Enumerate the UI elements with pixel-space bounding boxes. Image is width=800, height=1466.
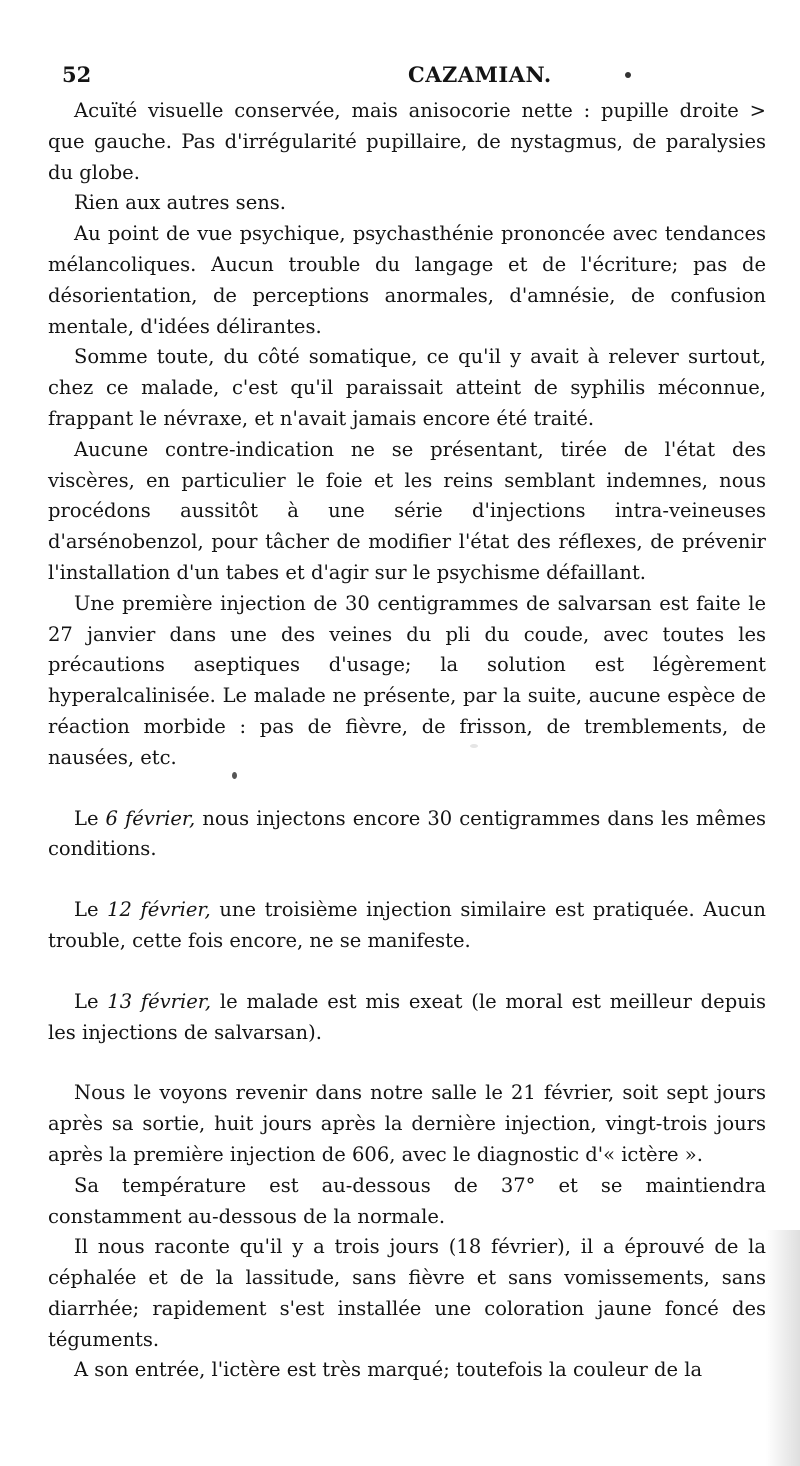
- paragraph-feb-12-text: une troisième injection similaire est pratiquée. Aucun trouble, cette fois encore, ne se manifeste.: [48, 898, 766, 952]
- paragraph-readmission: Nous le voyons revenir dans notre salle le 21 février, soit sept jours après sa sortie, huit jours après la dernière injection, vingt-trois jours après la première injection de 606, avec le diagnostic d'« ictère ».: [48, 1081, 766, 1166]
- paragraph-treatment-plan: Aucune contre-indication ne se présentant, tirée de l'état des viscères, en particulier le foie et les reins semblant indemnes, nous procédons aussitôt à une série d'injections intra-veineuses d'arsénobenzol, pour tâcher de modifier l'état des réflexes, de prévenir l'installation d'un tabes et d'agir sur le psychisme défaillant.: [48, 437, 766, 584]
- print-dot-mark: [625, 72, 631, 78]
- date-feb-6: 6 février,: [105, 806, 196, 830]
- date-prefix: Le: [74, 898, 108, 922]
- page-header: [62, 58, 722, 92]
- paragraph-other-senses: Rien aux autres sens.: [74, 191, 286, 215]
- paragraph-temperature: Sa température est au-dessous de 37° et se maintiendra constamment au-dessous de la normale.: [48, 1173, 766, 1228]
- running-title: CAZAMIAN.: [408, 62, 552, 87]
- scan-speck: [232, 772, 237, 779]
- paragraph-feb-6: [48, 804, 766, 866]
- paragraph-history: Il nous raconte qu'il y a trois jours (18 février), il a éprouvé de la céphalée et de la lassitude, sans fièvre et sans vomissements, sans diarrhée; rapidement s'est installée une coloration jaune foncé des téguments.: [48, 1235, 766, 1351]
- scan-edge-shadow: [766, 1230, 800, 1466]
- scan-speck: [470, 744, 478, 748]
- paragraph-feb-12: [48, 895, 766, 957]
- paragraph-feb-13: [48, 987, 766, 1049]
- date-prefix: Le: [74, 989, 108, 1013]
- date-feb-13: 13 février,: [107, 989, 212, 1013]
- page-number: 52: [62, 62, 92, 87]
- paragraph-jaundice: A son entrée, l'ictère est très marqué; toutefois la couleur de la: [74, 1358, 703, 1382]
- date-feb-12: 12 février,: [107, 898, 211, 922]
- paragraph-feb-13-text: le malade est mis exeat (le moral est meilleur depuis les injections de salvarsan).: [48, 989, 766, 1044]
- date-prefix: Le: [74, 806, 106, 830]
- paragraph-summary: Somme toute, du côté somatique, ce qu'il y avait à relever surtout, chez ce malade, c'est qu'il paraissait atteint de syphilis méconnue, frappant le névraxe, et n'avait jamais encore été traité.: [48, 345, 766, 430]
- paragraph-psychic-state: Au point de vue psychique, psychasthénie prononcée avec tendances mélancoliques. Aucun trouble du langage et de l'écriture; pas de désorientation, de perceptions anormales, d'amnésie, de confusion mentale, d'idées délirantes.: [48, 222, 766, 338]
- paragraph-visual-acuity: Acuïté visuelle conservée, mais anisocorie nette : pupille droite > que gauche. Pas d'irrégularité pupillaire, de nystagmus, de paralysies du globe.: [48, 99, 766, 184]
- body-text: [48, 96, 766, 1386]
- paragraph-first-injection: Une première injection de 30 centigrammes de salvarsan est faite le 27 janvier dans une des veines du pli du coude, avec toutes les précautions aseptiques d'usage; la solution est légèrement hyperalcalinisée. Le malade ne présente, par la suite, aucune espèce de réaction morbide : pas de fièvre, de frisson, de tremblements, de nausées, etc.: [48, 591, 766, 769]
- paragraph-feb-6-text: nous injectons encore 30 centigrammes dans les mêmes conditions.: [48, 806, 766, 861]
